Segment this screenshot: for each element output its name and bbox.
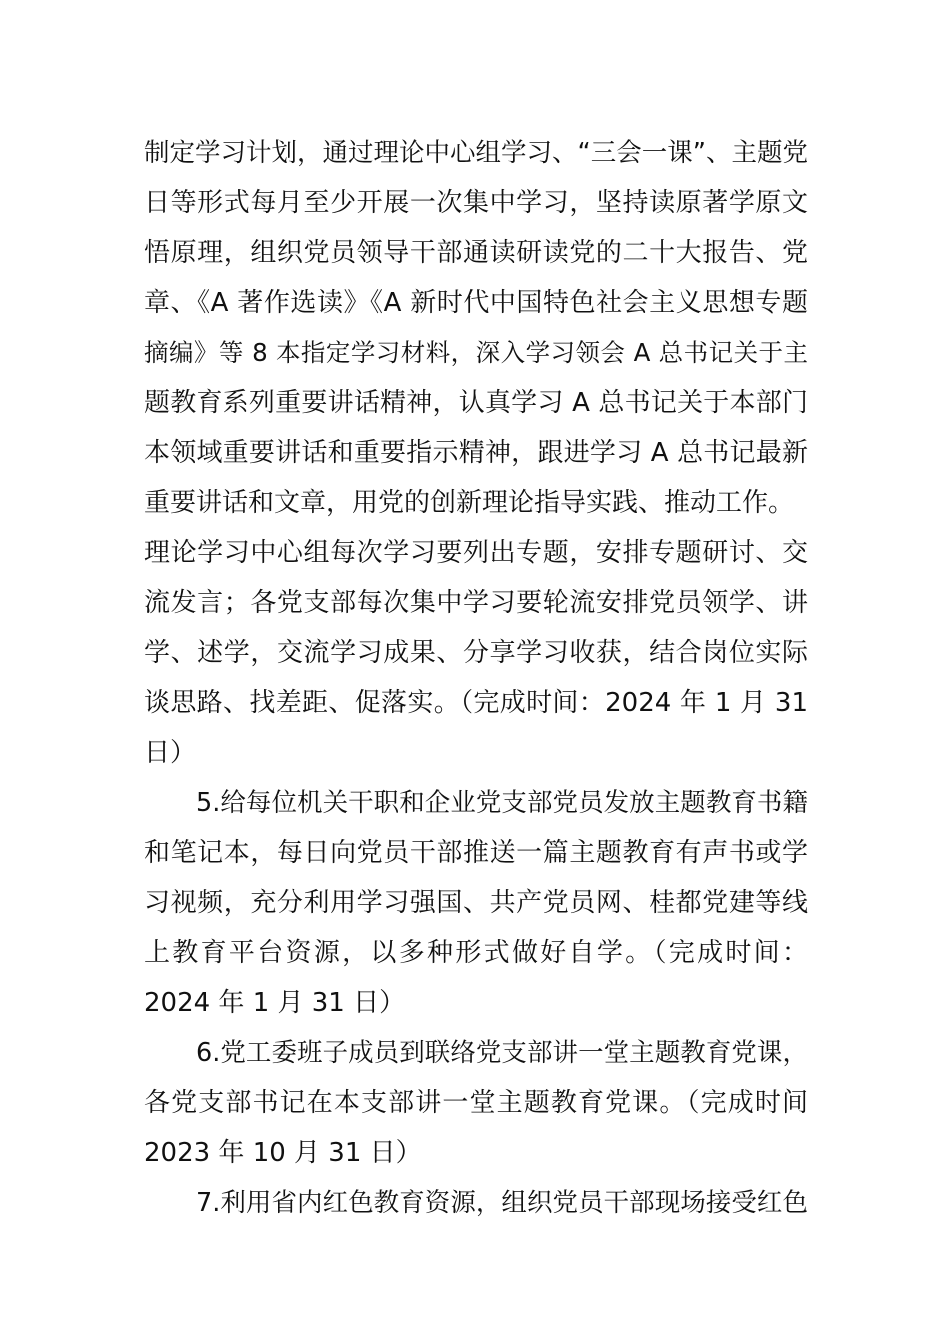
text-line: 和笔记本，每日向党员干部推送一篇主题教育有声书或学: [144, 838, 808, 868]
text-line: 谈思路、找差距、促落实。（完成时间：2024 年 1 月 31: [144, 688, 808, 718]
text-line: 章、《A 著作选读》《A 新时代中国特色社会主义思想专题: [144, 288, 808, 318]
text-line: 2024 年 1 月 31 日）: [144, 988, 406, 1018]
text-line: 流发言；各党支部每次集中学习要轮流安排党员领学、讲: [144, 588, 808, 618]
text-line: 题教育系列重要讲话精神，认真学习 A 总书记关于本部门: [144, 388, 808, 418]
text-line: 日）: [144, 738, 197, 768]
text-line: 各党支部书记在本支部讲一堂主题教育党课。（完成时间: [144, 1088, 808, 1118]
text-line: 上教育平台资源，以多种形式做好自学。（完成时间：: [144, 938, 808, 968]
text-line: 习视频，充分利用学习强国、共产党员网、桂都党建等线: [144, 888, 808, 918]
text-line: 理论学习中心组每次学习要列出专题，安排专题研讨、交: [144, 538, 808, 568]
text-line: 本领域重要讲话和重要指示精神，跟进学习 A 总书记最新: [144, 438, 808, 468]
paragraph-7-first-line: 7.利用省内红色教育资源，组织党员干部现场接受红色: [196, 1188, 808, 1218]
text-line: 摘编》等 8 本指定学习材料，深入学习领会 A 总书记关于主: [144, 338, 808, 367]
text-line: 制定学习计划，通过理论中心组学习、“三会一课”、主题党: [144, 138, 808, 168]
text-line: 悟原理，组织党员领导干部通读研读党的二十大报告、党: [144, 238, 808, 268]
text-line: 重要讲话和文章，用党的创新理论指导实践、推动工作。: [144, 488, 795, 518]
paragraph-6-first-line: 6.党工委班子成员到联络党支部讲一堂主题教育党课，: [196, 1038, 808, 1068]
text-line: 2023 年 10 月 31 日）: [144, 1138, 422, 1168]
text-line: 日等形式每月至少开展一次集中学习，坚持读原著学原文: [144, 188, 808, 218]
text-line: 学、述学，交流学习成果、分享学习收获，结合岗位实际: [144, 638, 808, 668]
paragraph-5-first-line: 5.给每位机关干职和企业党支部党员发放主题教育书籍: [196, 788, 808, 818]
